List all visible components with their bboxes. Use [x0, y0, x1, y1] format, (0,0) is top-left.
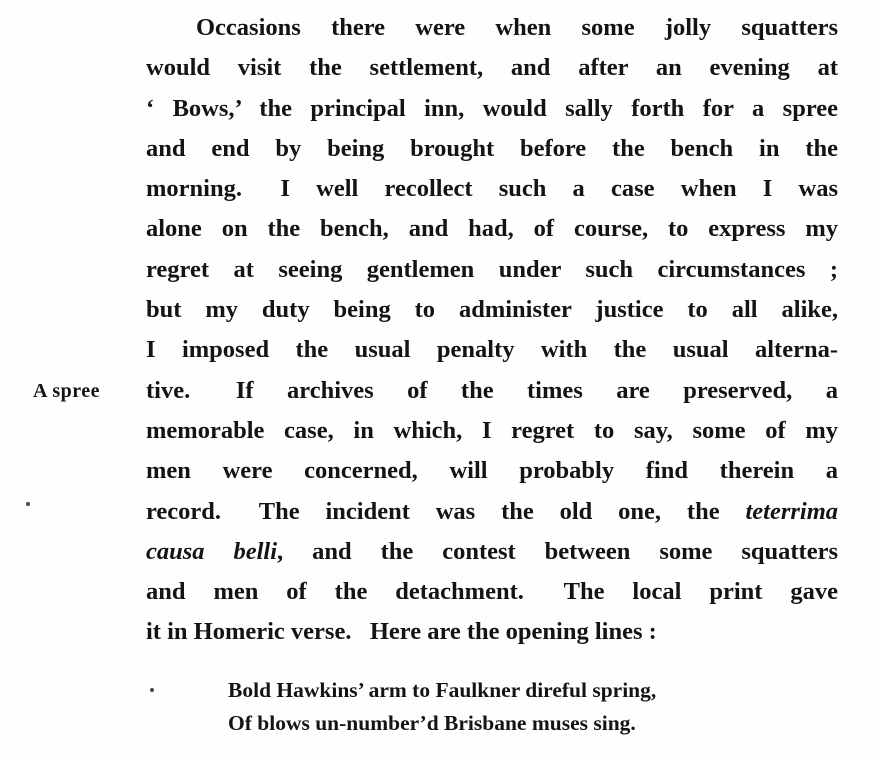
text-line: [146, 532, 838, 572]
text-segment: alone on the bench, and had, of course, to express my: [146, 215, 838, 243]
text-line: [146, 612, 838, 652]
text-segment: , and the contest between some squatters: [277, 537, 838, 565]
verse: [228, 674, 656, 740]
text-segment: I imposed the usual penalty with the usual alterna-: [146, 336, 838, 364]
text-segment: tive. If archives of the times are preserved, a: [146, 376, 838, 404]
text-segment: record. The incident was the old one, the: [146, 497, 746, 525]
text-segment: morning. I well recollect such a case when I was: [146, 175, 838, 203]
text-line: [146, 492, 838, 532]
text-line: [146, 572, 838, 612]
paragraph: [146, 8, 838, 653]
text-segment: Occasions there were when some jolly squatters: [196, 14, 838, 41]
text-segment: and men of the detachment. The local print gave: [146, 578, 838, 606]
text-segment: but my duty being to administer justice to all alike,: [146, 296, 838, 324]
margin-note: A spree: [33, 380, 101, 402]
text-line: [146, 89, 838, 129]
text-line: [146, 411, 838, 451]
text-segment: would visit the settlement, and after an evening at: [146, 54, 838, 82]
text-segment: regret at seeing gentlemen under such circumstances ;: [146, 255, 838, 283]
text-line: [146, 290, 838, 330]
italic-text: teterrima: [745, 497, 838, 525]
text-line: [146, 371, 838, 411]
text-line: [146, 129, 838, 169]
text-line: [146, 451, 838, 491]
text-line: [146, 8, 838, 48]
text-segment: and end by being brought before the bench in the: [146, 134, 838, 162]
text-line: [146, 48, 838, 88]
text-segment: memorable case, in which, I regret to say, some of my: [146, 416, 838, 444]
text-segment: ‘ Bows,’ the principal inn, would sally forth for a spree: [146, 94, 838, 122]
text-line: [146, 209, 838, 249]
ink-speck: [150, 688, 154, 692]
text-line: [146, 330, 838, 370]
verse-line: Bold Hawkins’ arm to Faulkner direful spring,: [228, 678, 657, 702]
text-segment: men were concerned, will probably find therein a: [146, 457, 838, 485]
italic-text: causa belli: [146, 537, 278, 565]
text-line: [146, 169, 838, 209]
ink-speck: [26, 502, 30, 506]
text-segment: it in Homeric verse. Here are the opening lines :: [146, 618, 657, 646]
text-line: [146, 250, 838, 290]
verse-line: Of blows un-number’d Brisbane muses sing.: [228, 711, 636, 735]
